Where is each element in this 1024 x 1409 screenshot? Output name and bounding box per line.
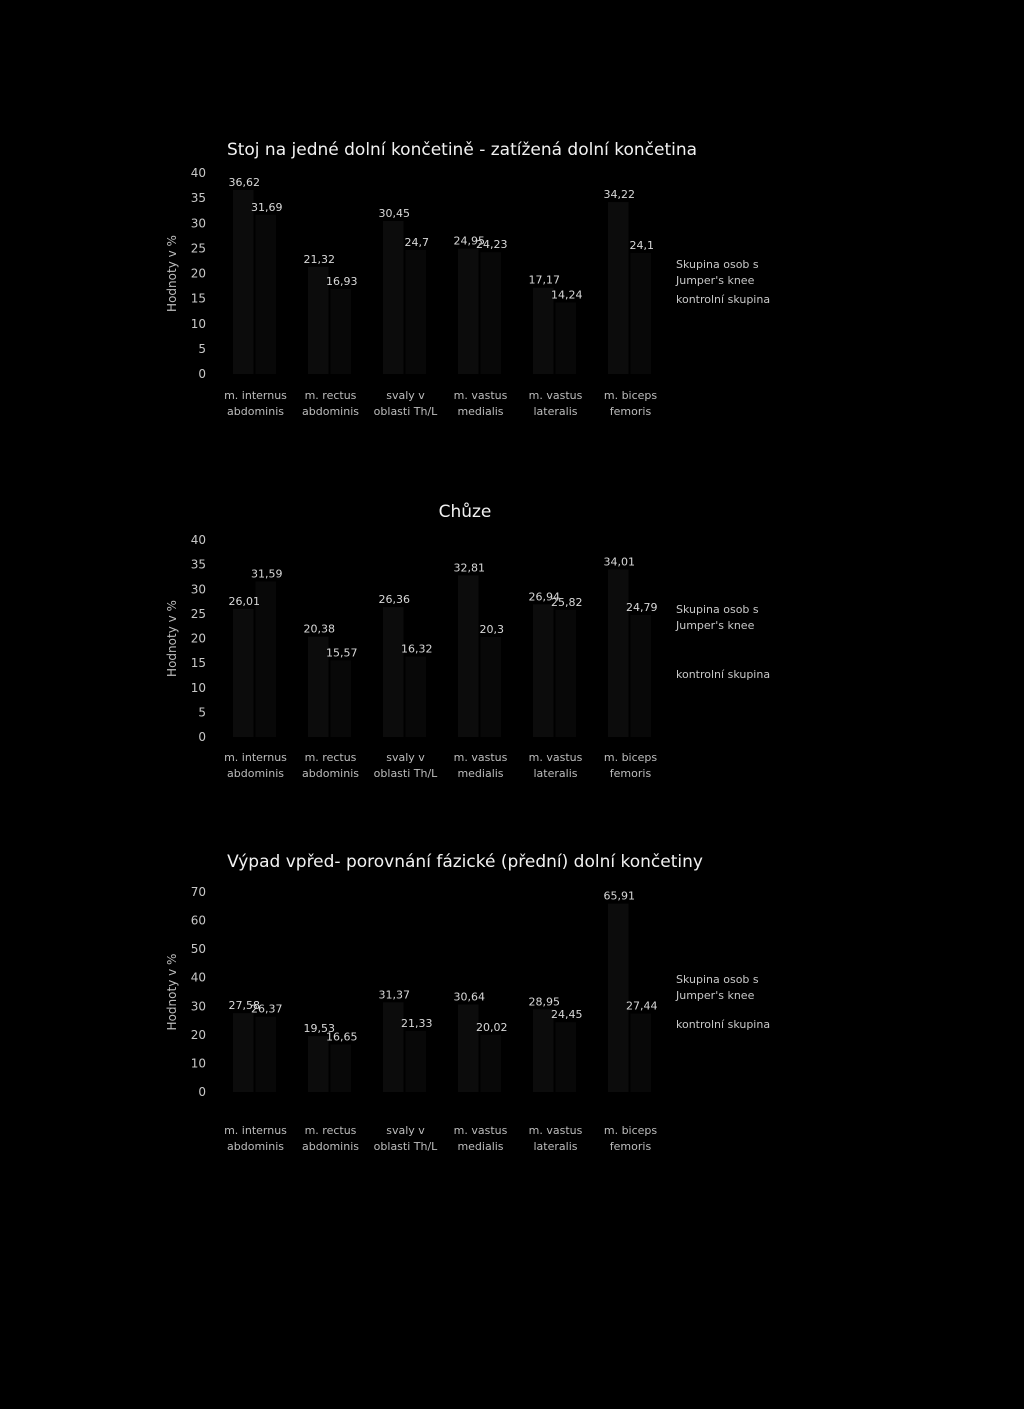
y-tick-label: 35 [190,191,206,206]
category-label: m. vastus [453,1124,508,1137]
category-label: svaly v [386,751,425,764]
bar [556,302,577,374]
category-label: medialis [457,405,504,418]
y-tick-label: 25 [190,606,206,621]
y-tick-label: 10 [190,316,206,331]
legend-entry: Skupina osob s [676,973,759,986]
bar [608,202,629,374]
bar [481,252,502,374]
bar [631,1014,652,1092]
data-label: 25,82 [551,595,583,609]
bar [481,637,502,737]
category-label: lateralis [533,1140,578,1153]
data-label: 17,17 [528,273,560,287]
bar [631,253,652,374]
legend-entry: kontrolní skupina [676,668,771,681]
data-label: 21,32 [303,252,335,266]
bar [406,657,427,737]
bar [233,190,254,374]
data-label: 30,64 [453,990,485,1004]
category-label: m. vastus [453,751,508,764]
category-label: oblasti Th/L [373,405,438,418]
y-tick-label: 50 [190,942,206,957]
data-label: 24,23 [476,238,508,252]
bar [233,1013,254,1092]
chart-title: Chůze [438,502,492,522]
y-tick-label: 40 [190,533,206,547]
category-label: abdominis [227,767,284,780]
data-label: 28,95 [528,995,560,1009]
bar [458,249,479,374]
category-label: femoris [609,767,652,780]
category-label: m. biceps [603,1124,658,1137]
bar [533,1009,554,1092]
category-label: lateralis [533,767,578,780]
category-label: oblasti Th/L [373,767,438,780]
data-label: 24,45 [551,1008,583,1022]
y-tick-label: 20 [190,266,206,281]
category-label: m. biceps [603,389,658,402]
category-label: femoris [609,405,652,418]
data-label: 24,7 [404,235,429,249]
y-tick-label: 5 [198,341,206,356]
bar [406,250,427,374]
y-tick-label: 30 [190,582,206,597]
bar [256,581,277,737]
chart-title: Stoj na jedné dolní končetině - zatížená dolní končetina [226,140,698,160]
category-label: abdominis [227,405,284,418]
y-axis-label: Hodnoty v % [165,600,179,677]
y-axis-label: Hodnoty v % [165,235,179,312]
category-label: m. internus [224,1124,287,1137]
legend-entry: Jumper's knee [676,989,755,1002]
data-label: 16,65 [326,1030,358,1044]
category-label: svaly v [386,1124,425,1137]
y-tick-label: 35 [190,557,206,572]
data-label: 32,81 [453,561,485,575]
data-label: 31,37 [378,988,410,1002]
y-tick-label: 60 [190,913,206,928]
y-tick-label: 0 [198,367,206,381]
chart-vypad [0,840,1024,1160]
bar [331,660,352,737]
data-label: 16,32 [401,642,433,656]
bar [458,1004,479,1092]
chart-chuze [0,490,1024,830]
category-label: m. internus [224,389,287,402]
y-tick-label: 40 [190,970,206,985]
bar [406,1031,427,1092]
data-label: 14,24 [551,288,583,302]
y-tick-label: 25 [190,241,206,256]
category-label: svaly v [386,389,425,402]
bar [233,609,254,737]
bar [458,575,479,737]
y-tick-label: 40 [190,166,206,180]
bar [631,615,652,737]
category-label: abdominis [302,405,359,418]
y-tick-label: 5 [198,705,206,720]
data-label: 34,22 [603,188,635,202]
data-label: 16,93 [326,274,358,288]
data-label: 26,01 [228,594,260,608]
data-label: 26,94 [528,590,560,604]
data-label: 26,36 [378,593,410,607]
y-tick-label: 20 [190,631,206,646]
bar [383,1002,404,1092]
data-label: 19,53 [303,1022,335,1036]
bar [481,1035,502,1092]
data-label: 24,1 [629,238,654,252]
bar [383,607,404,737]
bar [256,1017,277,1092]
bar [383,221,404,374]
data-label: 27,44 [626,999,658,1013]
y-tick-label: 70 [190,885,206,899]
category-label: oblasti Th/L [373,1140,438,1153]
data-label: 36,62 [228,175,260,189]
data-label: 20,3 [479,623,504,637]
category-label: m. vastus [528,389,583,402]
y-tick-label: 20 [190,1027,206,1042]
data-label: 24,79 [626,600,658,614]
bar [608,904,629,1092]
category-label: femoris [609,1140,652,1153]
data-label: 15,57 [326,646,358,660]
category-label: lateralis [533,405,578,418]
y-tick-label: 30 [190,999,206,1014]
category-label: m. internus [224,751,287,764]
chart-stoj [0,100,1024,540]
data-label: 31,59 [251,567,283,581]
data-label: 31,69 [251,200,283,214]
category-label: abdominis [302,1140,359,1153]
y-tick-label: 0 [198,730,206,744]
category-label: abdominis [302,767,359,780]
legend-entry: kontrolní skupina [676,293,771,306]
bar [331,289,352,374]
category-label: medialis [457,1140,504,1153]
category-label: abdominis [227,1140,284,1153]
legend-entry: Jumper's knee [676,619,755,632]
y-tick-label: 10 [190,680,206,695]
data-label: 30,45 [378,206,410,220]
y-tick-label: 15 [190,291,206,306]
y-tick-label: 10 [190,1056,206,1071]
legend-entry: Skupina osob s [676,603,759,616]
y-tick-label: 30 [190,216,206,231]
bar [608,570,629,737]
legend-entry: Jumper's knee [676,274,755,287]
data-label: 20,38 [303,622,335,636]
category-label: m. rectus [304,751,357,764]
chart-title: Výpad vpřed- porovnání fázické (přední) dolní končetiny [227,852,703,872]
bar [308,1036,329,1092]
category-label: m. rectus [304,389,357,402]
data-label: 27,58 [228,999,260,1013]
data-label: 24,95 [453,234,485,248]
bar [533,604,554,737]
category-label: m. vastus [528,1124,583,1137]
bar [556,610,577,737]
y-tick-label: 15 [190,656,206,671]
data-label: 34,01 [603,555,635,569]
data-label: 65,91 [603,889,635,903]
bar [256,215,277,374]
data-label: 20,02 [476,1020,508,1034]
category-label: medialis [457,767,504,780]
category-label: m. vastus [528,751,583,764]
bar [331,1044,352,1092]
y-axis-label: Hodnoty v % [165,953,179,1031]
bar [556,1022,577,1092]
category-label: m. biceps [603,751,658,764]
legend-entry: Skupina osob s [676,258,759,271]
legend-entry: kontrolní skupina [676,1018,771,1031]
y-tick-label: 0 [198,1085,206,1099]
data-label: 26,37 [251,1002,283,1016]
category-label: m. vastus [453,389,508,402]
category-label: m. rectus [304,1124,357,1137]
data-label: 21,33 [401,1017,433,1031]
